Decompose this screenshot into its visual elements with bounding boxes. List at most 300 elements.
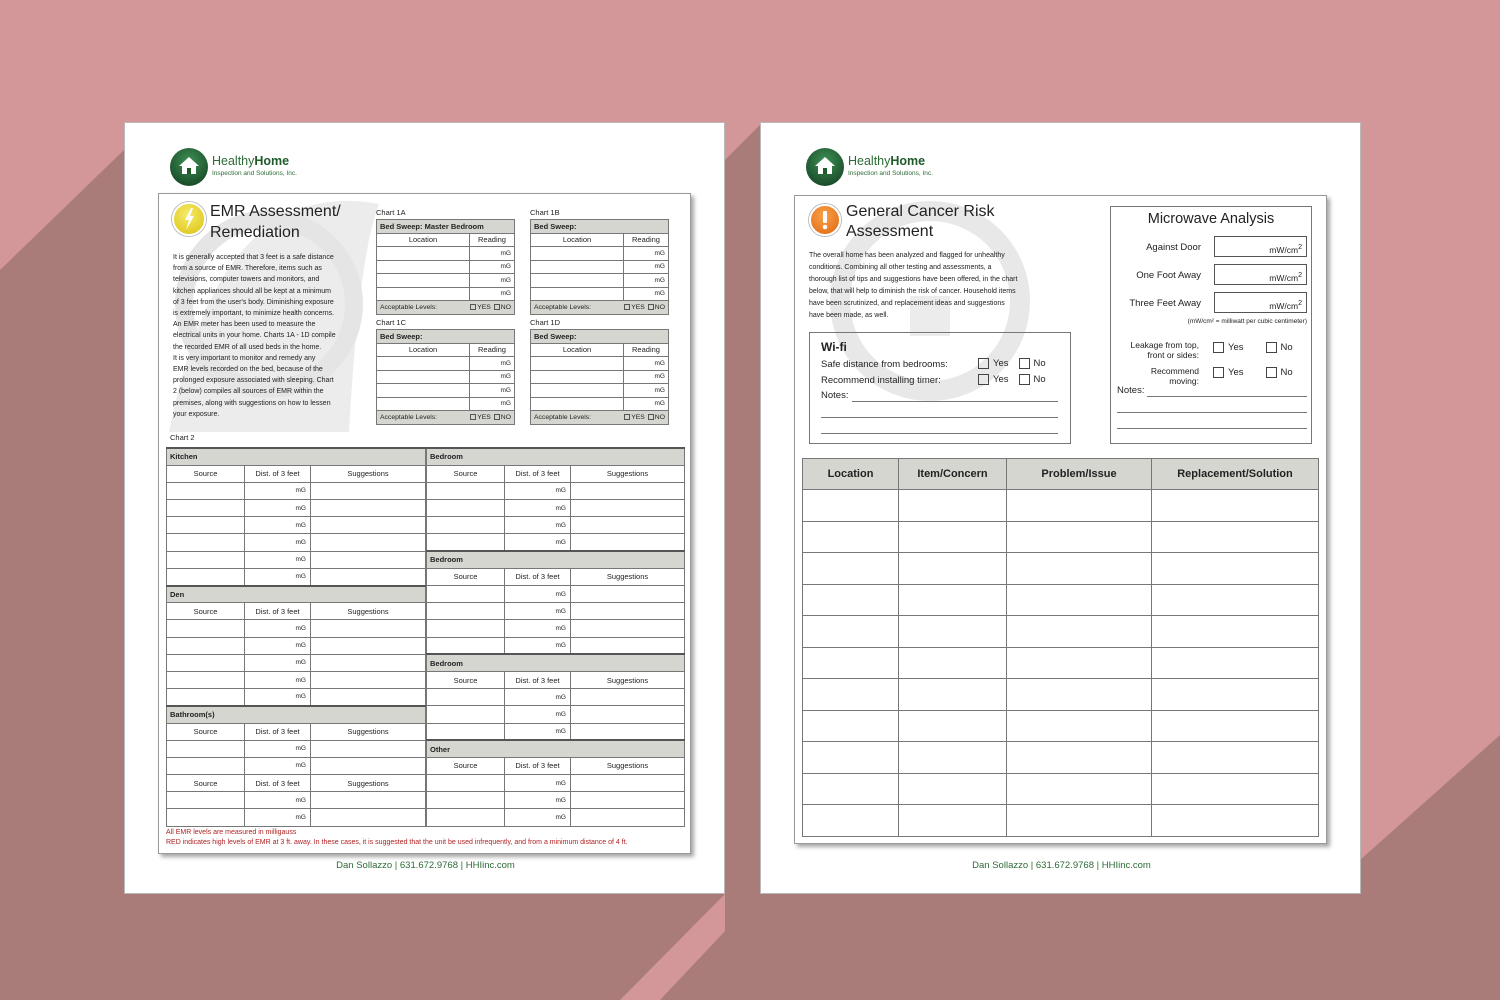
col-dist: Dist. of 3 feet [245, 775, 311, 792]
source-cell[interactable] [167, 482, 245, 499]
dist-cell[interactable]: mG [245, 792, 311, 809]
bed-sweep-header-row [531, 330, 669, 344]
cancer-intro-text [809, 250, 1079, 322]
dist-cell[interactable]: mG [505, 689, 571, 706]
dist-cell[interactable]: mG [245, 568, 311, 585]
dist-cell[interactable]: mG [505, 500, 571, 517]
mw-three-field[interactable] [1214, 292, 1307, 313]
logo-name-bold: Home [890, 154, 926, 168]
source-cell[interactable] [427, 792, 505, 809]
source-cell[interactable] [167, 792, 245, 809]
reading-cell[interactable]: mG [470, 357, 515, 371]
acceptable-label: Acceptable Levels: [380, 303, 438, 311]
no-checkbox[interactable] [494, 414, 500, 420]
yes-checkbox[interactable] [624, 414, 630, 420]
house-icon [806, 148, 844, 186]
location-cell[interactable] [377, 370, 470, 384]
suggestions-cell[interactable] [571, 482, 685, 499]
table-row [377, 370, 515, 384]
acceptable-levels [377, 411, 515, 425]
table-cell[interactable] [1007, 679, 1152, 711]
suggestions-cell[interactable] [571, 637, 685, 654]
reading-cell[interactable]: mG [470, 397, 515, 411]
table-row [531, 370, 669, 384]
emr-intro-line: electrical units in your home. Charts 1A - 1D compile [173, 332, 336, 340]
table-cell[interactable] [899, 679, 1007, 711]
table-row [427, 603, 685, 620]
suggestions-cell[interactable] [571, 809, 685, 826]
source-cell[interactable] [427, 689, 505, 706]
suggestions-cell[interactable] [311, 637, 426, 654]
dist-cell[interactable]: mG [505, 534, 571, 551]
col-dist: Dist. of 3 feet [505, 465, 571, 482]
mw-unit-sup: 2 [1298, 243, 1302, 251]
chart2-left-table [166, 447, 426, 827]
table-cell[interactable] [899, 805, 1007, 837]
table-cell[interactable] [803, 616, 899, 648]
wifi-q1-yes-checkbox[interactable] [978, 358, 989, 369]
table-cell[interactable] [899, 647, 1007, 679]
no-checkbox[interactable] [494, 304, 500, 310]
section-row [427, 654, 685, 671]
suggestions-cell[interactable] [311, 792, 426, 809]
suggestions-cell[interactable] [571, 586, 685, 603]
mw-unit-sup: 2 [1298, 299, 1302, 307]
table-cell[interactable] [1152, 647, 1319, 679]
wifi-notes-label: Notes: [821, 390, 849, 401]
source-cell[interactable] [427, 534, 505, 551]
table-row [377, 247, 515, 261]
table-row [427, 620, 685, 637]
mw-notes-line[interactable] [1117, 419, 1307, 429]
mw-unit: mW/cm [1269, 300, 1299, 311]
table-row [427, 637, 685, 654]
table-row [167, 689, 426, 706]
emr-intro-line: An EMR meter has been used to measure the [173, 321, 316, 329]
reading-cell[interactable]: mG [624, 370, 669, 384]
source-cell[interactable] [427, 723, 505, 740]
reading-cell[interactable]: mG [624, 397, 669, 411]
table-cell[interactable] [1152, 553, 1319, 585]
emr-intro-line: is extremely important, to minimize health concerns. [173, 310, 335, 318]
yes-checkbox[interactable] [624, 304, 630, 310]
table-row [531, 287, 669, 301]
table-cell[interactable] [803, 553, 899, 585]
wifi-q1: Safe distance from bedrooms: [821, 359, 948, 370]
emr-assessment-page [124, 122, 725, 894]
emr-intro-text [173, 252, 363, 420]
section-row [167, 448, 426, 465]
dist-cell[interactable]: mG [505, 809, 571, 826]
cancer-intro-line: The overall home has been analyzed and flagged for unhealthy [809, 252, 1005, 259]
location-cell[interactable] [377, 247, 470, 261]
suggestions-cell[interactable] [571, 706, 685, 723]
column-header-row [377, 233, 515, 247]
table-row [803, 490, 1319, 522]
reading-cell[interactable]: mG [624, 274, 669, 288]
suggestions-cell[interactable] [571, 689, 685, 706]
table-row [531, 397, 669, 411]
reading-cell[interactable]: mG [624, 384, 669, 398]
dist-cell[interactable]: mG [245, 637, 311, 654]
reading-cell[interactable]: mG [470, 287, 515, 301]
source-cell[interactable] [167, 500, 245, 517]
dist-cell[interactable]: mG [505, 603, 571, 620]
table-cell[interactable] [899, 490, 1007, 522]
source-cell[interactable] [167, 689, 245, 706]
suggestions-cell[interactable] [571, 775, 685, 792]
reading-cell[interactable]: mG [470, 260, 515, 274]
table-cell[interactable] [803, 584, 899, 616]
location-cell[interactable] [531, 287, 624, 301]
source-cell[interactable] [167, 517, 245, 534]
table-row [167, 500, 426, 517]
mw-notes-line[interactable] [1147, 387, 1307, 397]
acceptable-row [531, 301, 669, 315]
table-cell[interactable] [1007, 616, 1152, 648]
microwave-box [1110, 206, 1312, 444]
table-cell[interactable] [1152, 773, 1319, 805]
yes-checkbox[interactable] [470, 304, 476, 310]
col-source: Source [427, 465, 505, 482]
acceptable-label: Acceptable Levels: [534, 303, 592, 311]
source-cell[interactable] [167, 809, 245, 826]
table-row [167, 757, 426, 774]
table-row [803, 710, 1319, 742]
reading-cell[interactable]: mG [470, 274, 515, 288]
section-title: Other [427, 740, 685, 757]
table-row [167, 482, 426, 499]
section-row [167, 586, 426, 603]
dist-cell[interactable]: mG [245, 809, 311, 826]
source-cell[interactable] [167, 654, 245, 671]
table-cell[interactable] [1152, 616, 1319, 648]
dist-cell[interactable]: mG [245, 517, 311, 534]
dist-cell[interactable]: mG [245, 482, 311, 499]
source-cell[interactable] [427, 603, 505, 620]
suggestions-cell[interactable] [571, 620, 685, 637]
table-row [803, 616, 1319, 648]
section-row [427, 740, 685, 757]
table-row [427, 775, 685, 792]
dist-cell[interactable]: mG [245, 654, 311, 671]
mw-one-field[interactable] [1214, 264, 1307, 285]
location-cell[interactable] [531, 260, 624, 274]
column-header-row [427, 757, 685, 774]
table-cell[interactable] [1152, 584, 1319, 616]
yes-checkbox[interactable] [470, 414, 476, 420]
table-cell[interactable] [1152, 710, 1319, 742]
table-cell[interactable] [1007, 647, 1152, 679]
suggestions-cell[interactable] [571, 603, 685, 620]
location-cell[interactable] [531, 384, 624, 398]
dist-cell[interactable]: mG [245, 740, 311, 757]
chart-label: Chart 1A [376, 208, 406, 217]
dist-cell[interactable]: mG [505, 586, 571, 603]
location-cell[interactable] [377, 274, 470, 288]
location-cell[interactable] [531, 247, 624, 261]
source-cell[interactable] [427, 482, 505, 499]
table-cell[interactable] [1007, 710, 1152, 742]
suggestions-cell[interactable] [311, 757, 426, 774]
emr-intro-line: televisions, computer towers and monitors, and [173, 276, 320, 284]
suggestions-cell[interactable] [311, 568, 426, 585]
no-label: NO [500, 303, 511, 311]
source-cell[interactable] [167, 620, 245, 637]
location-cell[interactable] [377, 357, 470, 371]
location-cell[interactable] [377, 260, 470, 274]
table-row [531, 247, 669, 261]
source-cell[interactable] [427, 620, 505, 637]
suggestions-cell[interactable] [311, 500, 426, 517]
reading-cell[interactable]: mG [624, 247, 669, 261]
table-row [803, 647, 1319, 679]
source-cell[interactable] [167, 671, 245, 688]
bed-sweep-title: Bed Sweep: [377, 330, 515, 344]
emr-intro-line: 2 (below) compiles all sources of EMR within the [173, 388, 324, 396]
table-cell[interactable] [1007, 584, 1152, 616]
emr-note-units: All EMR levels are measured in milligauss [166, 829, 297, 836]
wifi-q2-options [978, 374, 1046, 385]
wifi-notes-line[interactable] [821, 408, 1058, 418]
table-cell[interactable] [899, 584, 1007, 616]
reading-cell[interactable]: mG [470, 384, 515, 398]
col-header: Item/Concern [899, 459, 1007, 490]
col-reading: Reading [470, 233, 515, 247]
location-cell[interactable] [531, 357, 624, 371]
table-row [377, 397, 515, 411]
dist-cell[interactable]: mG [245, 620, 311, 637]
reading-cell[interactable]: mG [624, 260, 669, 274]
wifi-q1-options [978, 358, 1046, 369]
col-location: Location [531, 343, 624, 357]
suggestions-cell[interactable] [311, 551, 426, 568]
no-checkbox[interactable] [648, 304, 654, 310]
location-cell[interactable] [377, 287, 470, 301]
table-cell[interactable] [1007, 521, 1152, 553]
col-header: Problem/Issue [1007, 459, 1152, 490]
table-row [427, 517, 685, 534]
dist-cell[interactable]: mG [505, 517, 571, 534]
suggestions-cell[interactable] [571, 500, 685, 517]
table-cell[interactable] [1007, 553, 1152, 585]
reading-cell[interactable]: mG [624, 357, 669, 371]
acceptable-label: Acceptable Levels: [380, 413, 438, 421]
table-cell[interactable] [1152, 521, 1319, 553]
acceptable-levels [377, 301, 515, 315]
col-suggestions: Suggestions [311, 775, 426, 792]
dist-cell[interactable]: mG [505, 706, 571, 723]
dist-cell[interactable]: mG [245, 671, 311, 688]
bed-sweep-header-row [531, 220, 669, 234]
table-cell[interactable] [1152, 742, 1319, 774]
source-cell[interactable] [427, 809, 505, 826]
table-cell[interactable] [803, 773, 899, 805]
suggestions-cell[interactable] [311, 671, 426, 688]
source-cell[interactable] [167, 568, 245, 585]
chart-label: Chart 1D [530, 318, 561, 327]
mw-rec-no-checkbox[interactable] [1266, 367, 1277, 378]
table-cell[interactable] [803, 647, 899, 679]
wifi-q2-no-checkbox[interactable] [1019, 374, 1030, 385]
suggestions-cell[interactable] [311, 517, 426, 534]
source-cell[interactable] [167, 637, 245, 654]
col-dist: Dist. of 3 feet [505, 757, 571, 774]
suggestions-cell[interactable] [571, 723, 685, 740]
table-cell[interactable] [1007, 742, 1152, 774]
table-cell[interactable] [803, 805, 899, 837]
source-cell[interactable] [427, 500, 505, 517]
suggestions-cell[interactable] [571, 792, 685, 809]
mw-against-field[interactable] [1214, 236, 1307, 257]
table-cell[interactable] [899, 553, 1007, 585]
dist-cell[interactable]: mG [505, 482, 571, 499]
bed-sweep-table [376, 329, 515, 425]
source-cell[interactable] [167, 740, 245, 757]
source-cell[interactable] [167, 551, 245, 568]
suggestions-cell[interactable] [311, 809, 426, 826]
emr-intro-line: kitchen appliances should all be kept at a minimum [173, 287, 331, 295]
source-cell[interactable] [427, 775, 505, 792]
location-cell[interactable] [531, 274, 624, 288]
emr-intro-line: the recorded EMR of all used beds in the home. [173, 343, 322, 351]
col-location: Location [377, 343, 470, 357]
table-cell[interactable] [1007, 805, 1152, 837]
table-cell[interactable] [899, 616, 1007, 648]
table-cell[interactable] [899, 742, 1007, 774]
suggestions-cell[interactable] [311, 740, 426, 757]
col-reading: Reading [624, 233, 669, 247]
column-header-row [427, 568, 685, 585]
dist-cell[interactable]: mG [505, 723, 571, 740]
col-reading: Reading [470, 343, 515, 357]
table-row [531, 384, 669, 398]
suggestions-cell[interactable] [571, 534, 685, 551]
dist-cell[interactable]: mG [505, 620, 571, 637]
table-cell[interactable] [1007, 773, 1152, 805]
mw-notes-line[interactable] [1117, 403, 1307, 413]
cancer-intro-line: have been scrutinized, and replacement ideas and suggestions [809, 300, 1005, 307]
table-cell[interactable] [803, 521, 899, 553]
section-title: Bedroom [427, 654, 685, 671]
table-cell[interactable] [1152, 490, 1319, 522]
cancer-intro-line: conditions. Combining all other testing and assessments, a [809, 264, 992, 271]
location-cell[interactable] [377, 384, 470, 398]
location-cell[interactable] [531, 370, 624, 384]
dist-cell[interactable]: mG [505, 775, 571, 792]
wifi-notes-line[interactable] [821, 424, 1058, 434]
col-source: Source [427, 757, 505, 774]
section-title: Bedroom [427, 551, 685, 568]
column-header-row [427, 671, 685, 688]
dist-cell[interactable]: mG [245, 551, 311, 568]
location-cell[interactable] [531, 397, 624, 411]
dist-cell[interactable]: mG [245, 500, 311, 517]
no-label: No [1033, 374, 1046, 386]
source-cell[interactable] [167, 534, 245, 551]
location-cell[interactable] [377, 397, 470, 411]
dist-cell[interactable]: mG [245, 757, 311, 774]
table-row [803, 742, 1319, 774]
table-cell[interactable] [1152, 679, 1319, 711]
wifi-notes-line[interactable] [852, 392, 1058, 402]
source-cell[interactable] [427, 517, 505, 534]
yes-label: Yes [993, 374, 1009, 386]
col-dist: Dist. of 3 feet [245, 603, 311, 620]
table-row [167, 792, 426, 809]
reading-cell[interactable]: mG [624, 287, 669, 301]
table-cell[interactable] [803, 710, 899, 742]
source-cell[interactable] [427, 586, 505, 603]
col-dist: Dist. of 3 feet [505, 671, 571, 688]
chart2-label: Chart 2 [170, 433, 195, 442]
table-cell[interactable] [899, 521, 1007, 553]
source-cell[interactable] [427, 637, 505, 654]
dist-cell[interactable]: mG [505, 792, 571, 809]
cancer-risk-table [802, 458, 1319, 837]
suggestions-cell[interactable] [571, 517, 685, 534]
table-cell[interactable] [803, 679, 899, 711]
table-row [427, 809, 685, 826]
no-checkbox[interactable] [648, 414, 654, 420]
suggestions-cell[interactable] [311, 620, 426, 637]
lightning-icon [172, 202, 206, 236]
table-row [427, 586, 685, 603]
suggestions-cell[interactable] [311, 654, 426, 671]
source-cell[interactable] [427, 706, 505, 723]
table-row [167, 568, 426, 585]
bed-sweep-title: Bed Sweep: [531, 330, 669, 344]
suggestions-cell[interactable] [311, 689, 426, 706]
microwave-title: Microwave Analysis [1147, 211, 1275, 227]
table-cell[interactable] [899, 773, 1007, 805]
cancer-title [846, 202, 995, 242]
source-cell[interactable] [167, 757, 245, 774]
table-row [167, 654, 426, 671]
mw-rec-label [1111, 366, 1199, 386]
acceptable-row [377, 301, 515, 315]
table-cell[interactable] [1007, 490, 1152, 522]
dist-cell[interactable]: mG [505, 637, 571, 654]
logo-name-bold: Home [254, 154, 290, 168]
emr-intro-line: EMR levels recorded on the bed, because of the [173, 366, 323, 374]
dist-cell[interactable]: mG [245, 534, 311, 551]
col-source: Source [427, 568, 505, 585]
table-cell[interactable] [803, 742, 899, 774]
mw-rec-yes-checkbox[interactable] [1213, 367, 1224, 378]
suggestions-cell[interactable] [311, 534, 426, 551]
emr-intro-line: It is generally accepted that 3 feet is a safe distance [173, 254, 334, 261]
mw-leak-no-checkbox[interactable] [1266, 342, 1277, 353]
col-location: Location [531, 233, 624, 247]
table-cell[interactable] [1152, 805, 1319, 837]
col-source: Source [427, 671, 505, 688]
reading-cell[interactable]: mG [470, 370, 515, 384]
bed-sweep-title: Bed Sweep: [531, 220, 669, 234]
wifi-q2-yes-checkbox[interactable] [978, 374, 989, 385]
no-label: No [1033, 358, 1046, 370]
table-cell[interactable] [803, 490, 899, 522]
yes-label: Yes [1228, 367, 1244, 379]
suggestions-cell[interactable] [311, 482, 426, 499]
reading-cell[interactable]: mG [470, 247, 515, 261]
wifi-q1-no-checkbox[interactable] [1019, 358, 1030, 369]
table-row [167, 671, 426, 688]
col-suggestions: Suggestions [311, 603, 426, 620]
mw-leak-yes-checkbox[interactable] [1213, 342, 1224, 353]
dist-cell[interactable]: mG [245, 689, 311, 706]
table-cell[interactable] [899, 710, 1007, 742]
